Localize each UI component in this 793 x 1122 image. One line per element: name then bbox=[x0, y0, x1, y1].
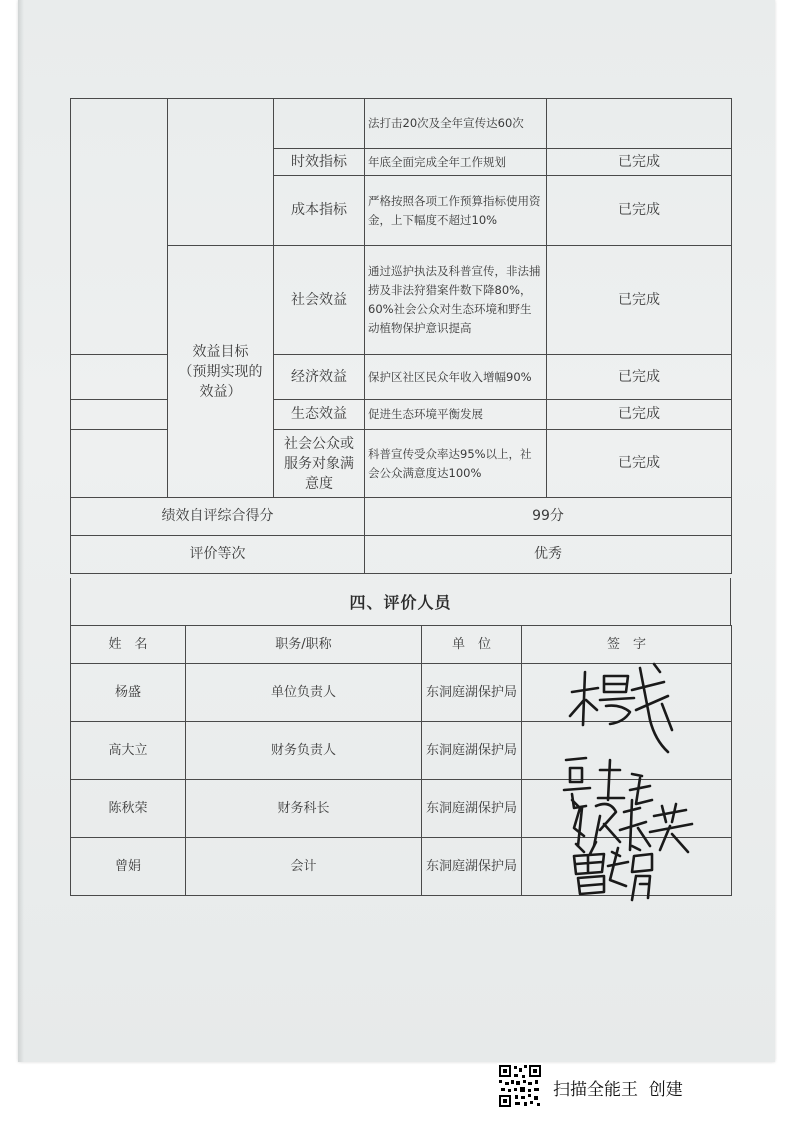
grade-value: 优秀 bbox=[365, 536, 732, 574]
evaluator-position: 单位负责人 bbox=[186, 664, 422, 722]
table-row bbox=[71, 99, 732, 149]
first-level-indicator-cell bbox=[71, 430, 168, 498]
indicator-cell bbox=[274, 99, 365, 149]
table-row bbox=[71, 838, 732, 896]
first-level-indicator-cell bbox=[71, 99, 168, 355]
indicator-name: 社会效益 bbox=[274, 246, 365, 355]
table-row bbox=[71, 722, 732, 780]
indicator-name: 成本指标 bbox=[274, 176, 365, 246]
table-header-row bbox=[71, 626, 732, 664]
section-title: 四、评价人员 bbox=[349, 593, 452, 612]
performance-indicator-table bbox=[70, 98, 732, 574]
evaluator-name: 曾娟 bbox=[71, 838, 186, 896]
evaluator-name: 高大立 bbox=[71, 722, 186, 780]
indicator-content: 严格按照各项工作预算指标使用资金，上下幅度不超过10% bbox=[365, 176, 547, 246]
score-value: 99分 bbox=[365, 498, 732, 536]
evaluator-unit: 东洞庭湖保护局 bbox=[422, 780, 522, 838]
section-header-box bbox=[70, 578, 731, 625]
evaluator-name: 陈秋荣 bbox=[71, 780, 186, 838]
result-cell: 已完成 bbox=[547, 176, 732, 246]
indicator-name: 时效指标 bbox=[274, 149, 365, 176]
benefit-target-cell bbox=[168, 246, 274, 498]
indicator-content: 促进生态环境平衡发展 bbox=[365, 400, 547, 430]
indicator-name-line2: 服务对象满 bbox=[284, 455, 354, 472]
result-cell: 已完成 bbox=[547, 149, 732, 176]
indicator-name: 生态效益 bbox=[274, 400, 365, 430]
table-row bbox=[71, 536, 732, 574]
indicator-name bbox=[274, 430, 365, 498]
table-row bbox=[71, 780, 732, 838]
indicator-content: 保护区社区民众年收入增幅90% bbox=[365, 355, 547, 400]
evaluator-position: 财务负责人 bbox=[186, 722, 422, 780]
indicator-content: 通过巡护执法及科普宣传，非法捕捞及非法狩猎案件数下降80%，60%社会公众对生态环境和野生动植物保护意识提高 bbox=[365, 246, 547, 355]
table-row bbox=[71, 664, 732, 722]
signature-cell bbox=[522, 780, 732, 838]
evaluator-unit: 东洞庭湖保护局 bbox=[422, 838, 522, 896]
indicator-content: 年底全面完成全年工作规划 bbox=[365, 149, 547, 176]
signature-cell bbox=[522, 838, 732, 896]
indicator-name: 经济效益 bbox=[274, 355, 365, 400]
signature-cell bbox=[522, 722, 732, 780]
indicator-name-line3: 意度 bbox=[305, 475, 333, 492]
result-cell: 已完成 bbox=[547, 246, 732, 355]
header-position: 职务/职称 bbox=[186, 626, 422, 664]
indicator-content: 科普宣传受众率达95%以上，社会公众满意度达100% bbox=[365, 430, 547, 498]
header-unit: 单 位 bbox=[422, 626, 522, 664]
table-row bbox=[71, 498, 732, 536]
evaluator-unit: 东洞庭湖保护局 bbox=[422, 722, 522, 780]
header-sign: 签 字 bbox=[522, 626, 732, 664]
qr-code-icon bbox=[497, 1063, 543, 1109]
benefit-target-line1: 效益目标 bbox=[192, 343, 249, 360]
benefit-target-line3: 效益） bbox=[199, 383, 242, 400]
result-cell: 已完成 bbox=[547, 355, 732, 400]
evaluator-position: 会计 bbox=[186, 838, 422, 896]
indicator-content: 法打击20次及全年宣传达60次 bbox=[365, 99, 547, 149]
grade-label: 评价等次 bbox=[71, 536, 365, 574]
second-level-output-cell bbox=[168, 99, 274, 246]
table-row bbox=[71, 246, 732, 355]
score-label: 绩效自评综合得分 bbox=[71, 498, 365, 536]
evaluators-table bbox=[70, 625, 732, 896]
indicator-name-line1: 社会公众或 bbox=[284, 435, 354, 452]
footer-watermark-text: 扫描全能王 创建 bbox=[553, 1080, 683, 1100]
first-level-indicator-cell bbox=[71, 400, 168, 430]
evaluator-unit: 东洞庭湖保护局 bbox=[422, 664, 522, 722]
result-cell: 已完成 bbox=[547, 430, 732, 498]
first-level-indicator-cell bbox=[71, 355, 168, 400]
evaluator-position: 财务科长 bbox=[186, 780, 422, 838]
paper-shadow-edge bbox=[18, 0, 24, 1062]
result-cell: 已完成 bbox=[547, 400, 732, 430]
benefit-target-line2: （预期实现的 bbox=[178, 363, 263, 380]
header-name: 姓 名 bbox=[71, 626, 186, 664]
result-cell bbox=[547, 99, 732, 149]
evaluator-name: 杨盛 bbox=[71, 664, 186, 722]
signature-cell bbox=[522, 664, 732, 722]
